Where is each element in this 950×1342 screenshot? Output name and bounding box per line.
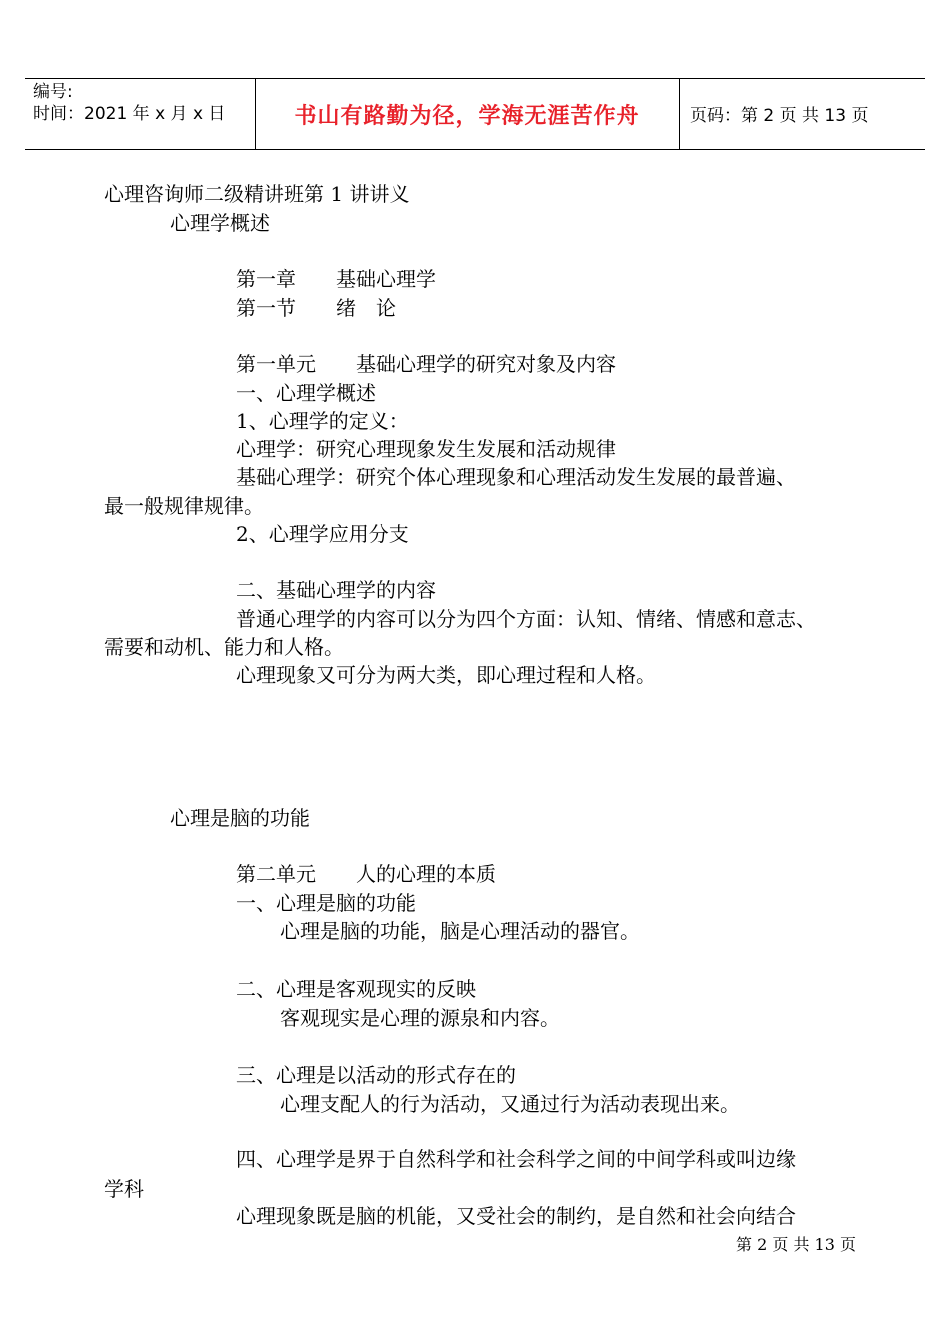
paragraph: 四、心理学是界于自然科学和社会科学之间的中间学科或叫边缘 [236,1147,796,1171]
lecture-title: 心理咨询师二级精讲班第 1 讲讲义 [104,182,410,206]
unit-heading: 第一单元 基础心理学的研究对象及内容 [236,352,616,376]
paragraph: 一、心理是脑的功能 [236,891,416,915]
paragraph: 二、基础心理学的内容 [236,578,436,602]
paragraph: 2、心理学应用分支 [236,522,409,546]
paragraph: 学科 [104,1177,144,1201]
paragraph: 需要和动机、能力和人格。 [104,635,344,659]
paragraph: 心理是脑的功能，脑是心理活动的器官。 [280,919,640,943]
paragraph: 心理现象又可分为两大类，即心理过程和人格。 [236,663,656,687]
section-heading: 心理学概述 [170,211,270,235]
paragraph: 心理学：研究心理现象发生发展和活动规律 [236,437,616,461]
document-number-label: 编号: [33,82,73,102]
header-page-label: 页码：第 2 页 共 13 页 [690,106,869,126]
paragraph: 1、心理学的定义： [236,409,409,433]
paragraph: 客观现实是心理的源泉和内容。 [280,1006,560,1030]
chapter-heading: 第一章 基础心理学 [236,267,436,291]
paragraph: 基础心理学：研究个体心理现象和心理活动发生发展的最普遍、 [236,465,796,489]
paragraph: 二、心理是客观现实的反映 [236,977,476,1001]
section-heading: 第一节 绪 论 [236,296,396,320]
unit-heading: 第二单元 人的心理的本质 [236,862,496,886]
paragraph: 三、心理是以活动的形式存在的 [236,1063,516,1087]
paragraph: 心理支配人的行为活动，又通过行为活动表现出来。 [280,1092,740,1116]
paragraph: 普通心理学的内容可以分为四个方面：认知、情绪、情感和意志、 [236,607,816,631]
page-header [25,78,925,150]
paragraph: 最一般规律规律。 [104,494,264,518]
header-left [33,81,225,125]
header-motto: 书山有路勤为径，学海无涯苦作舟 [294,104,640,129]
document-time-label: 时间：2021 年 x 月 x 日 [33,104,226,124]
paragraph: 心理现象既是脑的机能，又受社会的制约，是自然和社会向结合 [236,1204,796,1228]
header-divider [679,79,680,149]
page-footer: 第 2 页 共 13 页 [736,1235,856,1254]
header-divider [255,79,256,149]
section-heading: 心理是脑的功能 [170,806,310,830]
paragraph: 一、心理学概述 [236,381,376,405]
